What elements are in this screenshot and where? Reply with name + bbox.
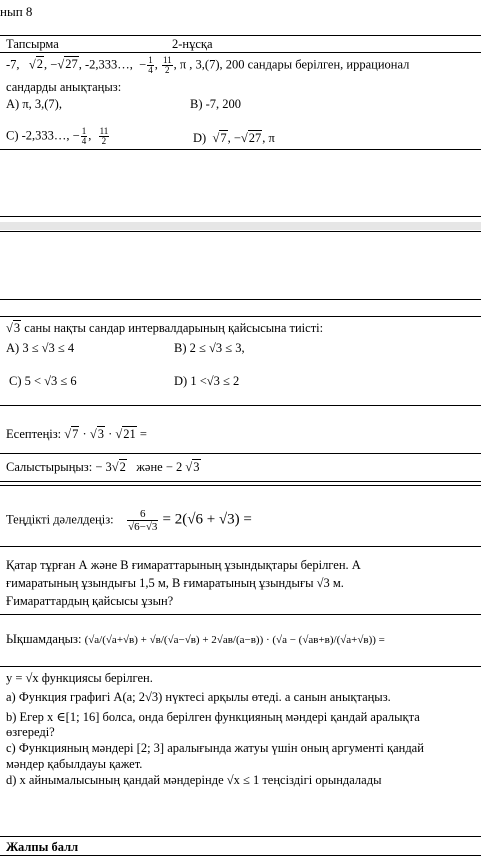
- q1-option-d-sqrt27: 27: [248, 131, 262, 145]
- q1-rest: π , 3,(7), 200 сандары берілген, иррационал: [179, 57, 410, 72]
- q1-option-c-frac2: $\frac{11}{2}$: [99, 127, 109, 146]
- q7-expression: (√а/(√а+√в) + √в/(√а−√в) + 2√ав/(а−в)) · (√а − (√ав+в)/(√а+√в)) =: [84, 634, 385, 646]
- footer-bottom-line: [0, 855, 481, 856]
- q5-row: [6, 508, 252, 533]
- q3-bottom-line: [0, 453, 481, 454]
- q8-line1: у = √x функциясы берілген.: [6, 671, 153, 685]
- q5-rhs: = 2(√6 + √3) =: [162, 511, 252, 528]
- q5-fraction: $\frac{6}{√6-√3}$: [128, 508, 158, 533]
- gray-band: [0, 222, 481, 230]
- q6-line1: Қатар тұрған А және В ғимараттарының ұзындықтары берілген. А: [6, 558, 361, 572]
- q1-option-c-frac1: $\frac{1}{4}$: [81, 127, 87, 146]
- q4-bottom-line: [0, 481, 481, 482]
- q3-sqrt7: 7: [72, 427, 79, 441]
- q4-row: Салыстырыңыз: − 3√2 және − 2 √3: [6, 460, 200, 474]
- q1-frac-neg: $\frac{1}{4}$: [148, 55, 153, 75]
- q8-line-b1: b) Егер x ∈[1; 16] болса, онда берілген функцияның мәндері қандай аралықта: [6, 710, 420, 724]
- q8-line-c2: мәндер қабылдауы қажет.: [6, 757, 143, 771]
- q4-label: Салыстырыңыз:: [6, 460, 93, 474]
- q5-label: Теңдікті дәлелдеңіз:: [6, 512, 114, 527]
- q3-tail: =: [139, 427, 147, 441]
- q1-option-c: С) -2,333…, − $\frac{1}{4}$ , $\frac{11}{2}$: [6, 127, 109, 146]
- q1-line1: -7, √2, −√27, -2,333…, − $\frac{1}{4}$ , $\frac{11}{2}$ , π , 3,(7), 200 сандары берілген, иррационал: [6, 55, 410, 75]
- table-header-task: Тапсырма: [6, 37, 59, 51]
- q4-mid: және − 2: [130, 460, 183, 474]
- q1-option-c-prefix: С) -2,333…, −: [6, 128, 80, 143]
- q8-line-c1: с) Функцияның мәндері [2; 3] аралығында жатуы үшін оның аргументі қандай: [6, 741, 424, 755]
- q4-bottom-line-2: [0, 485, 481, 486]
- q3-label: Есептеңіз:: [6, 427, 62, 441]
- q6-line3: Ғимараттардың қайсысы ұзын?: [6, 594, 174, 608]
- q2-option-d: D) 1 <√3 ≤ 2: [174, 374, 240, 388]
- q4-sqrt3: 3: [193, 460, 200, 474]
- q1-sqrt2: 2: [36, 57, 44, 72]
- q1-option-d-prefix: D): [193, 131, 207, 145]
- total-score-label: Жалпы балл: [6, 840, 79, 854]
- q1-option-a: А) π, 3,(7),: [6, 97, 62, 111]
- divider-3: [0, 299, 481, 300]
- q7-bottom-line: [0, 666, 481, 667]
- q1-option-d: D) √7, −√27, π: [193, 131, 275, 145]
- q2-sqrt3: 3: [13, 321, 21, 335]
- q1-option-b: В) -7, 200: [190, 97, 242, 111]
- q2-option-c: С) 5 < √3 ≤ 6: [9, 374, 77, 388]
- q2-bottom-line: [0, 405, 481, 406]
- q1-2333: -2,333…,: [84, 57, 133, 72]
- q1-sqrt27: 27: [65, 57, 78, 72]
- q8-line-d: d) x айнымалысының қандай мәндерінде √x ≤ 1 теңсіздігі орындалады: [6, 773, 382, 787]
- header-fragment: нып 8: [0, 4, 33, 19]
- q4-expr1: − 3: [95, 460, 112, 474]
- q8-line-b2: өзгереді?: [6, 725, 55, 739]
- table-header-variant: 2-нұсқа: [172, 37, 213, 51]
- table-top-line: [0, 35, 481, 36]
- footer-top-line: [0, 836, 481, 837]
- divider-1: [0, 216, 481, 217]
- q6-bottom-line: [0, 614, 481, 615]
- table-header-line: [0, 52, 481, 53]
- q2-question: √3 саны нақты сандар интервалдарының қайсысына тиісті:: [6, 321, 324, 335]
- q6-line2: ғимаратының ұзындығы 1,5 м, В ғимаратының ұзындығы √3 м.: [6, 576, 344, 590]
- q7-label: Ықшамдаңыз:: [6, 632, 82, 646]
- q2-text: саны нақты сандар интервалдарының қайсысына тиісті:: [24, 321, 324, 335]
- q2-option-a: А) 3 ≤ √3 ≤ 4: [6, 341, 75, 355]
- q2-option-b: В) 2 ≤ √3 ≤ 3,: [174, 341, 245, 355]
- q1-start: -7,: [6, 57, 20, 72]
- q3-sqrt21: 21: [123, 427, 136, 441]
- divider-2: [0, 231, 481, 232]
- q1-option-d-suffix: , π: [262, 131, 275, 145]
- q1-bottom-line: [0, 149, 481, 150]
- q4-sqrt2: 2: [119, 460, 126, 474]
- q3-sqrt3: 3: [97, 427, 104, 441]
- q8-line-a: а) Функция графигі А(а; 2√3) нүктесі арқылы өтеді. а санын анықтаңыз.: [6, 690, 391, 704]
- q7-row: [6, 632, 385, 647]
- q5-bottom-line: [0, 546, 481, 547]
- q3-row: Есептеңіз: √7 · √3 · √21 =: [6, 427, 147, 441]
- q1-line2: сандарды анықтаңыз:: [6, 80, 122, 94]
- q1-frac2: $\frac{11}{2}$: [162, 55, 172, 75]
- q1-option-d-sqrt7: 7: [220, 131, 227, 145]
- divider-4: [0, 316, 481, 317]
